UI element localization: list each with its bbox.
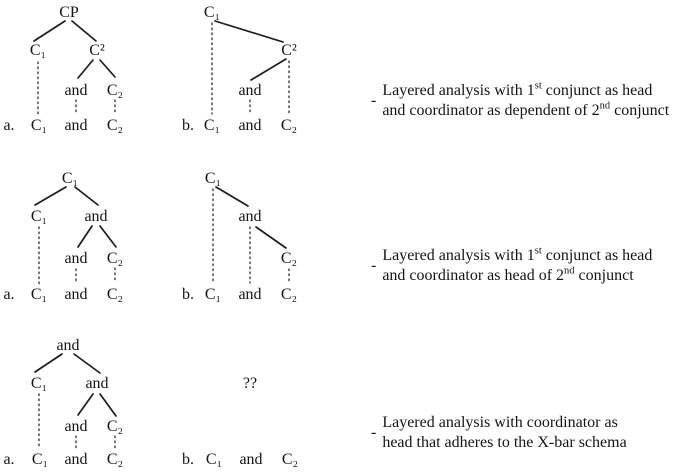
row3a-terminal-2: and (64, 451, 88, 468)
row1b-item-marker: b. (182, 117, 194, 134)
row3b-terminal-1: C₁ (205, 451, 223, 468)
branch-line (35, 354, 62, 372)
row1a-item-marker: a. (3, 117, 15, 134)
branch-line (251, 59, 286, 80)
row2a-terminal-2: and (64, 286, 88, 303)
row1a-terminal-3: C₂ (106, 117, 124, 134)
annotation-text: Layered analysis with 1st conjunct as head and coordinator as head of 2nd conjunct (382, 245, 653, 284)
annotation-text: Layered analysis with 1st conjunct as head and coordinator as dependent of 2nd conjunct (382, 80, 670, 119)
row2a-terminal-3: C₂ (106, 286, 124, 303)
row3a-right-child-label: and (85, 375, 109, 392)
branch-line (35, 187, 66, 205)
row3a-item-marker: a. (3, 451, 15, 468)
row2b-root-label: C₁ (204, 170, 222, 187)
row2a-root-label: C₁ (61, 170, 79, 187)
branch-line (72, 21, 96, 41)
row1b-terminal-3: C₂ (280, 117, 298, 134)
row1a-right-child-label: C² (89, 42, 105, 59)
row2b-terminal-1: C₁ (204, 286, 222, 303)
row1b-root-label: C₁ (203, 4, 221, 21)
annotation-dash: - (371, 424, 377, 441)
branch-line (215, 21, 283, 42)
row1b-terminal-2: and (238, 117, 262, 134)
row2a-right-child-label: and (84, 208, 108, 225)
row2a-coordinator-label: and (64, 250, 88, 267)
branch-line (100, 60, 115, 77)
row1b-right-child-label: C² (281, 42, 297, 59)
annotation-row1 (371, 81, 669, 121)
row1a-terminal-2: and (64, 117, 88, 134)
annotation-dash: - (371, 257, 377, 274)
row2b-terminal-2: and (238, 286, 262, 303)
annotation-row2 (371, 246, 652, 286)
branch-line (100, 226, 116, 247)
branch-line (34, 21, 65, 41)
row3a-terminal-3: C₂ (106, 451, 124, 468)
row1a-root-label: CP (59, 4, 79, 21)
branch-line (78, 60, 93, 78)
row1b-coordinator-label: and (238, 82, 262, 99)
row2b-item-marker: b. (182, 286, 194, 303)
annotation-row3 (371, 413, 627, 453)
row3a-coordinator-label: and (64, 418, 88, 435)
branch-line (256, 227, 286, 248)
row2a-left-child-label: C₁ (30, 208, 48, 225)
branch-line (216, 187, 248, 206)
branch-line (78, 226, 92, 247)
row1a-conjunct2-label: C₂ (106, 82, 124, 99)
row2a-conjunct2-label: C₂ (106, 250, 124, 267)
row2b-conjunct2-label: C₂ (280, 250, 298, 267)
row2a-item-marker: a. (3, 286, 15, 303)
row3b-missing-analysis-placeholder: ?? (242, 375, 258, 392)
row3b-terminal-2: and (239, 451, 263, 468)
row1b-terminal-1: C₁ (203, 117, 221, 134)
row3b-item-marker: b. (182, 451, 194, 468)
row1a-terminal-1: C₁ (30, 117, 48, 134)
branch-line (78, 394, 93, 415)
row3a-terminal-1: C₁ (31, 451, 49, 468)
row2b-right-child-label: and (238, 208, 262, 225)
branch-line (100, 394, 116, 416)
row3a-left-child-label: C₁ (30, 375, 48, 392)
row3b-terminal-3: C₂ (281, 451, 299, 468)
row1a-left-child-label: C₁ (29, 42, 47, 59)
row2b-terminal-3: C₂ (280, 286, 298, 303)
annotation-text: Layered analysis with coordinator as head that adheres to the X-bar schema (382, 414, 627, 451)
annotation-dash: - (371, 92, 377, 109)
branch-line (75, 187, 98, 205)
row3a-conjunct2-label: C₂ (106, 418, 124, 435)
row1a-coordinator-label: and (64, 82, 88, 99)
row3a-root-label: and (56, 337, 80, 354)
branch-line (74, 354, 100, 373)
row2a-terminal-1: C₁ (30, 286, 48, 303)
